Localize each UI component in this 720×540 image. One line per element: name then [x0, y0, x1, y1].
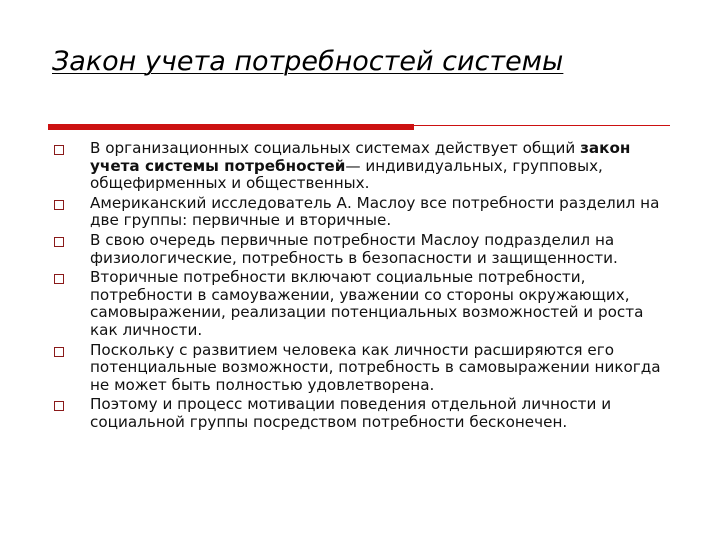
- bullet-text: Поскольку с развитием человека как личности расширяются его потенциальные возможности, потребность в самовыражении никогда не может быть полностью удовлетворена.: [90, 340, 661, 394]
- slide-title: Закон учета потребностей системы: [52, 46, 564, 77]
- bullet-item: [54, 269, 674, 339]
- bullet-text: Американский исследователь А. Маслоу все потребности разделил на две группы: первичные и вторичные.: [90, 193, 660, 230]
- bullet-text: В свою очередь первичные потребности Маслоу подразделил на физиологические, потребность в безопасности и защищенности.: [90, 230, 618, 267]
- square-bullet-icon: [54, 237, 64, 247]
- bullet-item: [54, 195, 674, 230]
- bullet-text-intro: В организационных социальных системах действует общий: [90, 139, 581, 157]
- bullet-list: [54, 140, 674, 434]
- square-bullet-icon: [54, 274, 64, 284]
- title-divider-line: [414, 125, 670, 126]
- bullet-item: [54, 140, 674, 193]
- bullet-text: Вторичные потребности включают социальные потребности, потребности в самоуважении, уважении со стороны окружающих, самовыражении, реализации потенциальных возможностей и роста как личности.: [90, 268, 644, 339]
- bullet-item: [54, 342, 674, 395]
- bullet-text-rest: — индивидуальных, групповых, общефирменных и общественных.: [90, 156, 603, 193]
- title-accent-bar: [48, 124, 414, 130]
- square-bullet-icon: [54, 200, 64, 210]
- square-bullet-icon: [54, 401, 64, 411]
- square-bullet-icon: [54, 347, 64, 357]
- bullet-text-emphasis: закон учета системы потребностей: [90, 139, 631, 175]
- bullet-text: Поэтому и процесс мотивации поведения отдельной личности и социальной группы посредством потребности бесконечен.: [90, 395, 612, 431]
- square-bullet-icon: [54, 145, 64, 155]
- bullet-item: [54, 232, 674, 267]
- bullet-item: [54, 396, 674, 431]
